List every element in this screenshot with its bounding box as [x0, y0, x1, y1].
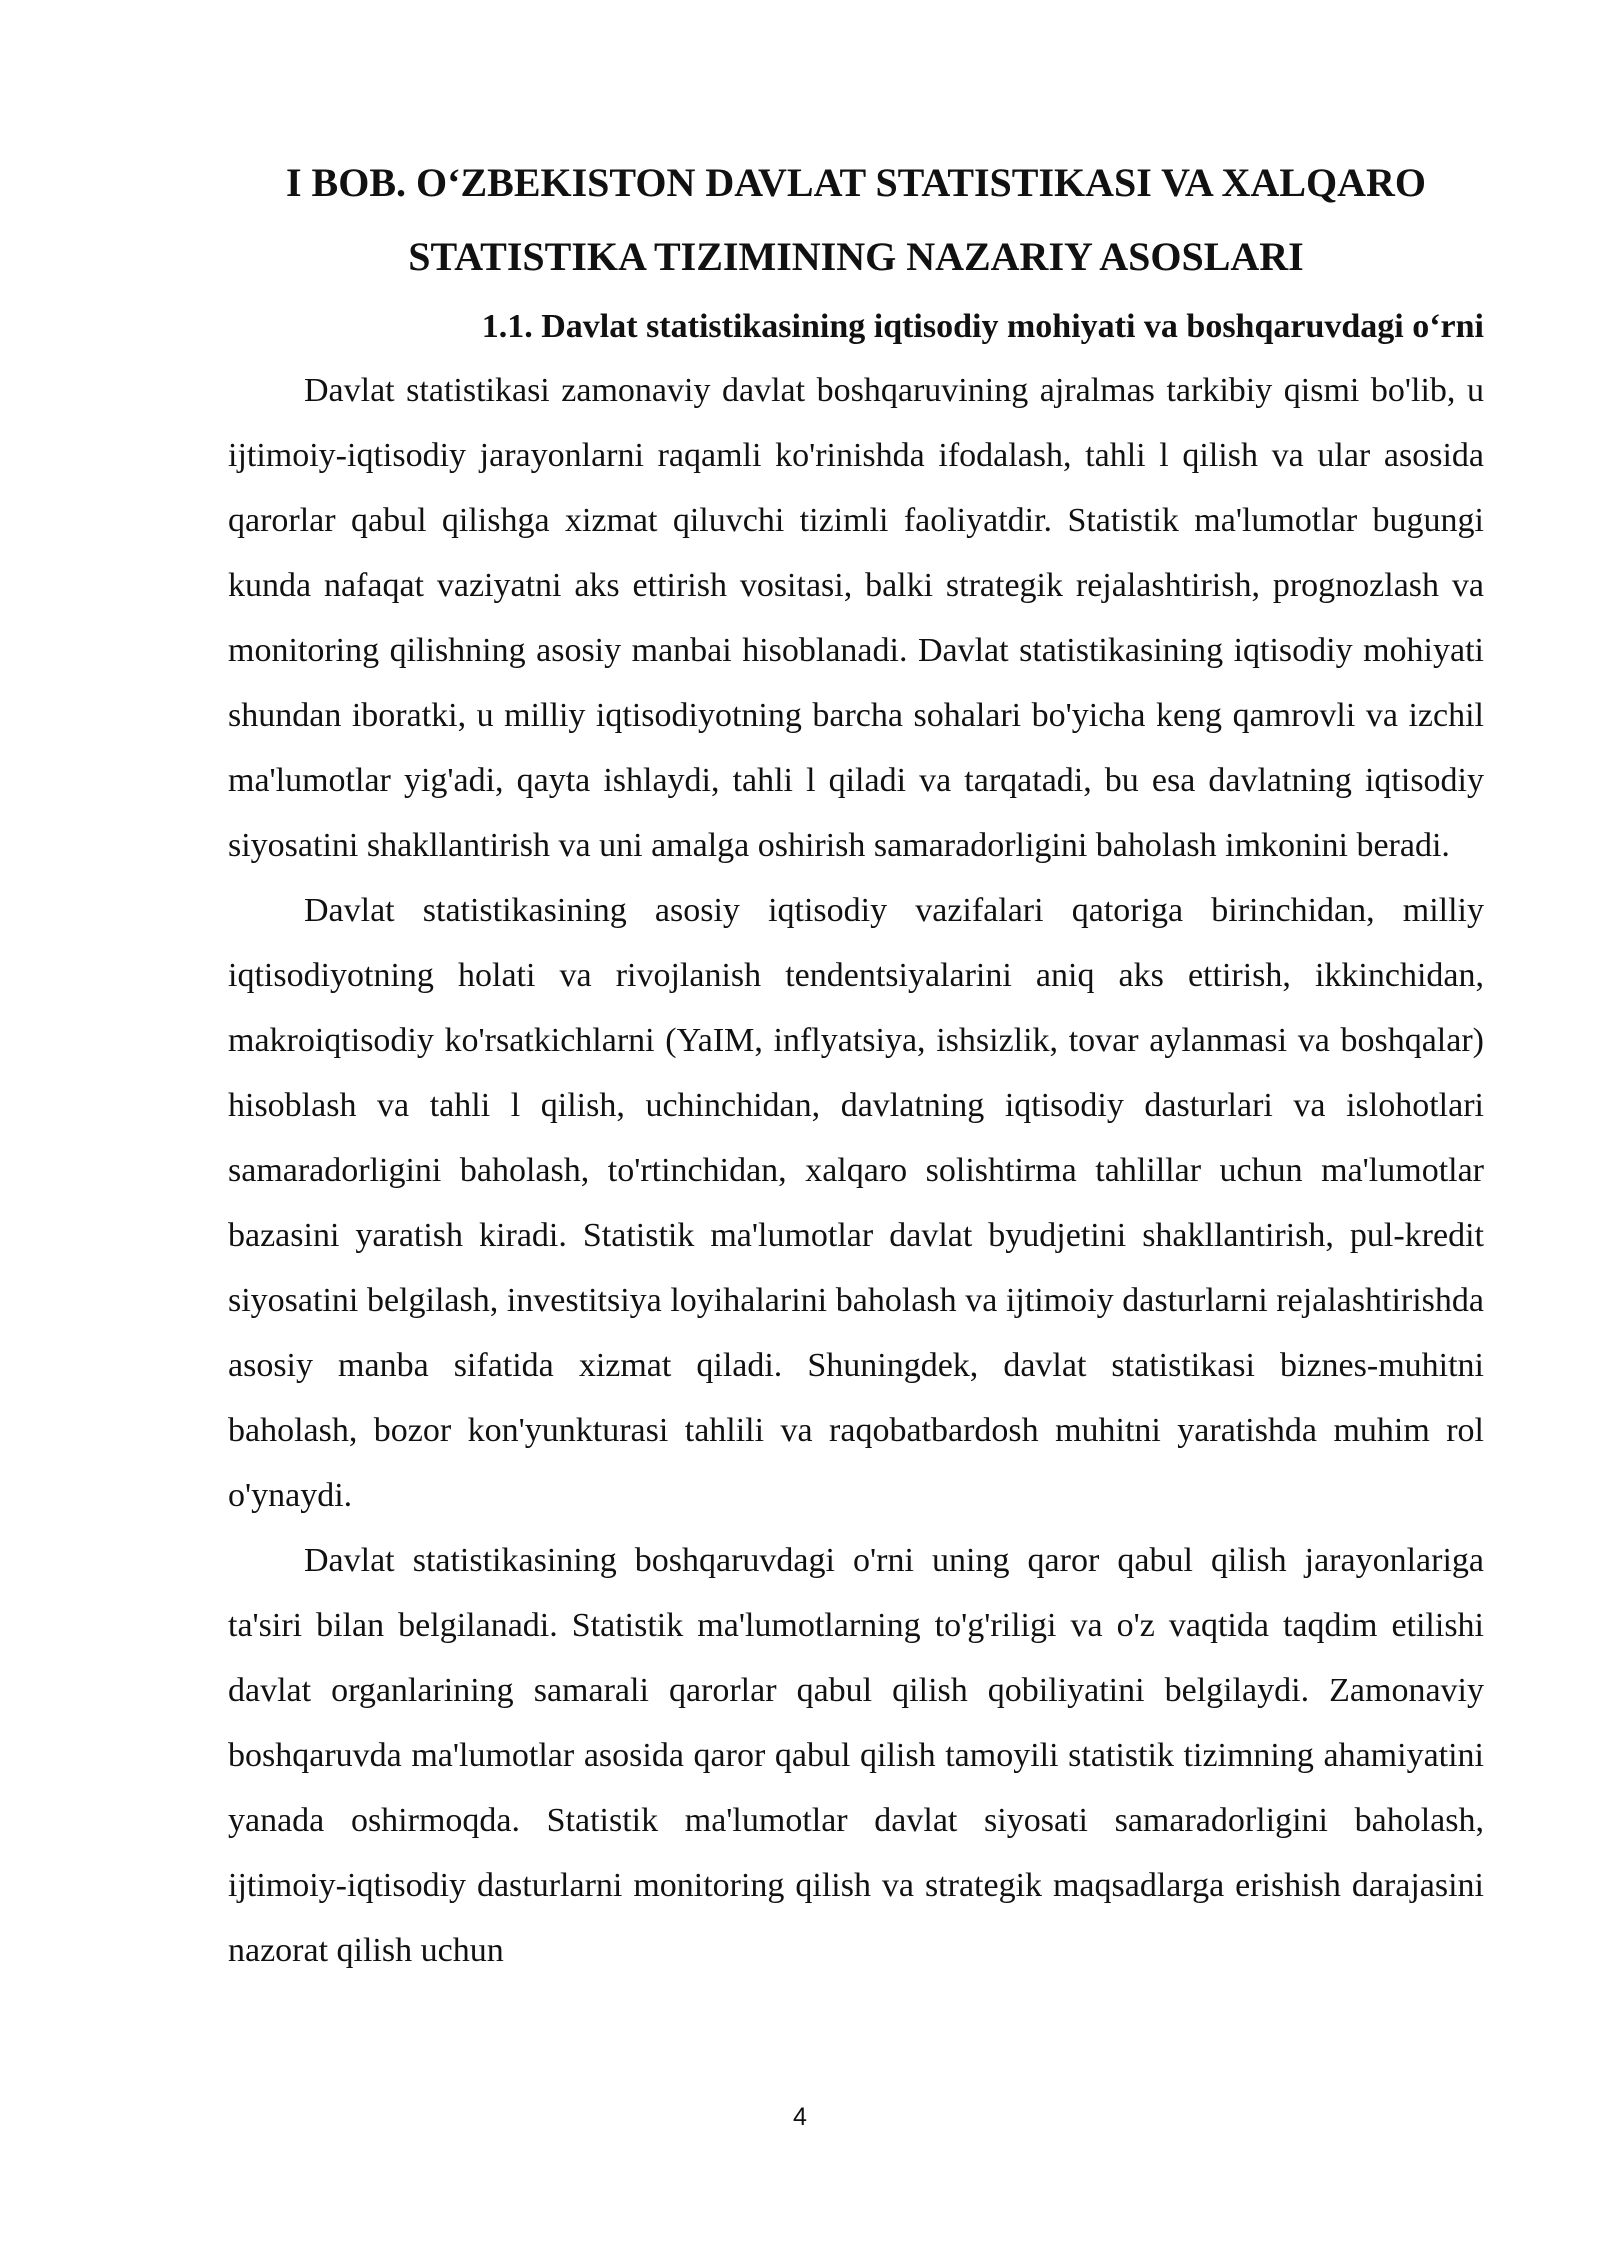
chapter-title-line-2: STATISTIKA TIZIMINING NAZARIY ASOSLARI — [408, 234, 1304, 279]
body-paragraph-2: Davlat statistikasining asosiy iqtisodiy vazifalari qatoriga birinchidan, milliy iqtisodiyotning holati va rivojlanish tendentsiyalarini aniq aks ettirish, ikkinchidan, makroiqtisodiy ko'rsatkichlarni (YaIM, inflyatsiya, ishsizlik, tovar aylanmasi va boshqalar) hisoblash va tahli l qilish, uchinchidan, davlatning iqtisodiy dasturlari va islohotlari samaradorligini baholash, to'rtinchidan, xalqaro solishtirma tahlillar uchun ma'lumotlar bazasini yaratish kiradi. Statistik ma'lumotlar davlat byudjetini shakllantirish, pul-kredit siyosatini belgilash, investitsiya loyihalarini baholash va ijtimoiy dasturlarni rejalashtirishda asosiy manba sifatida xizmat qiladi. Shuningdek, davlat statistikasi biznes-muhitni baholash, bozor kon'yunkturasi tahlili va raqobatbardosh muhitni yaratishda muhim rol o'ynaydi. — [228, 892, 1484, 1514]
chapter-title — [228, 146, 1484, 294]
chapter-title-line-1: I BOB. O‘ZBEKISTON DAVLAT STATISTIKASI VA XALQARO — [285, 160, 1427, 205]
page-number: 4 — [793, 2103, 807, 2131]
body-paragraph-1: Davlat statistikasi zamonaviy davlat boshqaruvining ajralmas tarkibiy qismi bo'lib, u ijtimoiy-iqtisodiy jarayonlarni raqamli ko'rinishda ifodalash, tahli l qilish va ular asosida qarorlar qabul qilishga xizmat qiluvchi tizimli faoliyatdir. Statistik ma'lumotlar bugungi kunda nafaqat vaziyatni aks ettirish vositasi, balki strategik rejalashtirish, prognozlash va monitoring qilishning asosiy manbai hisoblanadi. Davlat statistikasining iqtisodiy mohiyati shundan iboratki, u milliy iqtisodiyotning barcha sohalari bo'yicha keng qamrovli va izchil ma'lumotlar yig'adi, qayta ishlaydi, tahli l qiladi va tarqatadi, bu esa davlatning iqtisodiy siyosatini shakllantirish va uni amalga oshirish samaradorligini baholash imkonini beradi. — [228, 372, 1484, 864]
body-paragraph-3: Davlat statistikasining boshqaruvdagi o'rni uning qaror qabul qilish jarayonlariga ta'siri bilan belgilanadi. Statistik ma'lumotlarning to'g'riligi va o'z vaqtida taqdim etilishi davlat organlarining samarali qarorlar qabul qilish qobiliyatini belgilaydi. Zamonaviy boshqaruvda ma'lumotlar asosida qaror qabul qilish tamoyili statistik tizimning ahamiyatini yanada oshirmoqda. Statistik ma'lumotlar davlat siyosati samaradorligini baholash, ijtimoiy-iqtisodiy dasturlarni monitoring qilish va strategik maqsadlarga erishish darajasini nazorat qilish uchun — [228, 1542, 1484, 1969]
page-content — [228, 146, 1484, 1983]
section-title: 1.1. Davlat statistikasining iqtisodiy mohiyati va boshqaruvdagi o‘rni — [481, 308, 1484, 345]
